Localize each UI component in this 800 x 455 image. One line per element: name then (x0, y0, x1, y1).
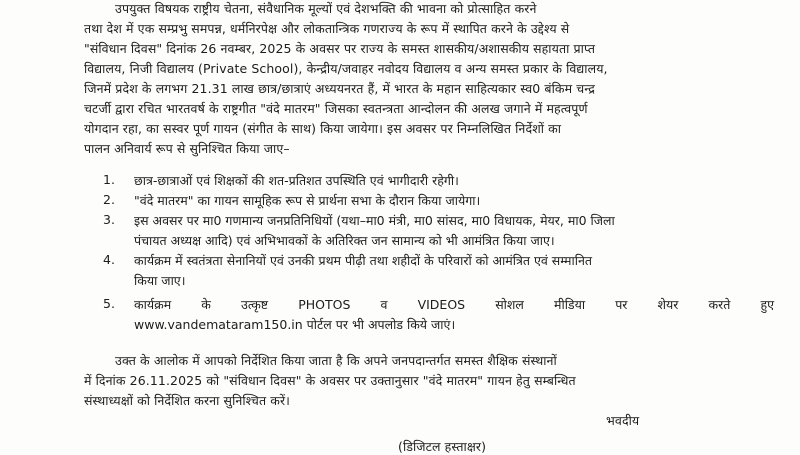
intro-line: योगदान रहा, का सस्वर पूर्ण गायन (संगीत के साथ) किया जायेगा। इस अवसर पर निम्नलिखित निर्देशों का (84, 121, 562, 136)
intro-line: चटर्जी द्वारा रचित भारतवर्ष के राष्ट्रगीत "वंदे मातरम" जिसका स्वतन्त्रता आन्दोलन की अलख जगाने में महत्वपूर्ण (84, 101, 588, 116)
directive-text: www.vandemataram150.in पोर्टल पर भी अपलोड किये जाएं। (134, 317, 456, 332)
directive-number: 3. (103, 212, 115, 227)
intro-line: "संविधान दिवस" दिनांक 26 नवम्बर, 2025 के अवसर पर राज्य के समस्त शासकीय/अशासकीय सहायता प्राप्त (84, 41, 596, 56)
intro-line: तथा देश में एक सम्प्रभु समपन्न, धर्मनिरपेक्ष और लोकतान्त्रिक गणराज्य के रूप में स्थापित करने के उद्देश्य से (84, 21, 570, 36)
closing-line: उक्त के आलोक में आपको निर्देशित किया जाता है कि अपने जनपदान्तर्गत समस्त शैक्षिक संस्थानों (115, 353, 557, 368)
directive-number: 4. (103, 252, 115, 267)
intro-line: पालन अनिवार्य रूप से सुनिश्चित किया जाए– (84, 141, 290, 156)
directive-text: कार्यक्रम में स्वतंत्रता सेनानियों एवं उनकी प्रथम पीढ़ी तथा शहीदों के परिवारों को आमंत्रित एवं सम्मानित (134, 253, 593, 268)
intro-line: जिनमें प्रदेश के लगभग 21.31 लाख छात्र/छात्राएं अध्ययनरत हैं, में भारत के महान साहित्यकार स्व0 बंकिम चन्द्र (84, 81, 595, 96)
closing-line: में दिनांक 26.11.2025 को "संविधान दिवस" के अवसर पर उक्तानुसार "वंदे मातरम" गायन हेतु सम्बन्धित (84, 373, 576, 388)
intro-line: उपयुक्त विषयक राष्ट्रीय चेतना, संवैधानिक मूल्यों एवं देशभक्ति की भावना को प्रोत्साहित करने (115, 1, 537, 16)
directive-text: पंचायत अध्यक्ष आदि) एवं अभिभावकों के अतिरिक्त जन सामान्य को भी आमंत्रित किया जाए। (134, 233, 555, 248)
directive-text: कार्यक्रम के उत्कृष्ट PHOTOS व VIDEOS सोशल मीडिया पर शेयर करते हुए (134, 297, 774, 312)
directive-text: किया जाए। (134, 273, 186, 288)
directive-text: "वंदे मातरम" का गायन सामूहिक रूप से प्रार्थना सभा के दौरान किया जायेगा। (134, 193, 481, 208)
directive-number: 2. (103, 192, 115, 207)
cut-off-line: (डिजिटल हस्ताक्षर) (398, 439, 487, 454)
directive-text: छात्र-छात्राओं एवं शिक्षकों की शत-प्रतिशत उपस्थिति एवं भागीदारी रहेगी। (134, 173, 459, 188)
signoff: भवदीय (606, 413, 640, 428)
directive-text: इस अवसर पर मा0 गणमान्य जनप्रतिनिधियों (यथा–मा0 मंत्री, मा0 सांसद, मा0 विधायक, मेयर, मा0 जिला (134, 213, 615, 228)
directive-number: 5. (103, 296, 115, 311)
intro-line: विद्यालय, निजी विद्यालय (Private School), केन्द्रीय/जवाहर नवोदय विद्यालय व अन्य समस्त प्रकार के विद्यालय, (84, 61, 608, 76)
closing-line: संस्थाध्यक्षों को निर्देशित करना सुनिश्चित करें। (84, 393, 290, 408)
directive-number: 1. (103, 172, 115, 187)
